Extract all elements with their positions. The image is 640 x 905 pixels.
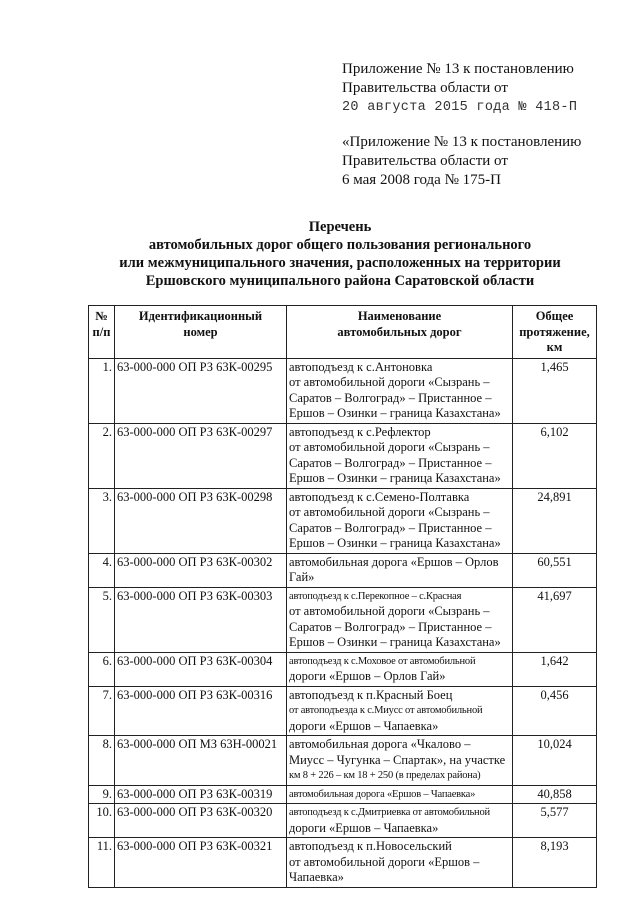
header-length-line: км <box>546 340 563 354</box>
header-name <box>287 306 513 359</box>
road-length: 60,551 <box>513 553 597 587</box>
road-name-line: Ершов – Озинки – граница Казахстана» <box>289 635 501 649</box>
header-id <box>115 306 287 359</box>
road-name-line: Ершов – Озинки – граница Казахстана» <box>289 536 501 550</box>
road-id: 63-000-000 ОП РЗ 63К-00298 <box>115 488 287 553</box>
title-line3: или межмуниципального значения, расположенных на территории <box>119 255 561 271</box>
table-row <box>89 423 597 488</box>
row-number: 10. <box>89 804 115 838</box>
road-name <box>287 804 513 838</box>
road-name-line: Саратов – Волгоград» – Пристанное – <box>289 619 492 634</box>
table-row <box>89 358 597 423</box>
road-id: 63-000-000 ОП РЗ 63К-00321 <box>115 838 287 888</box>
title-line4: Ершовского муниципального района Саратовской области <box>145 273 535 289</box>
road-name <box>287 838 513 888</box>
road-name-line: автоподъезд к с.Антоновка <box>289 359 433 374</box>
road-id: 63-000-000 ОП РЗ 63К-00319 <box>115 785 287 804</box>
row-number: 11. <box>89 838 115 888</box>
row-number: 5. <box>89 587 115 652</box>
road-length: 1,465 <box>513 358 597 423</box>
row-number: 3. <box>89 488 115 553</box>
road-id: 63-000-000 ОП РЗ 63К-00297 <box>115 423 287 488</box>
road-name-line: автомобильная дорога «Ершов – Орлов <box>289 554 499 569</box>
title-line2: автомобильных дорог общего пользования регионального <box>148 237 532 253</box>
road-name-line: Саратов – Волгоград» – Пристанное – <box>289 390 492 405</box>
road-name-line: от автоподъезда к с.Миусс от автомобильной <box>289 705 483 716</box>
row-number: 1. <box>89 358 115 423</box>
header-num <box>89 306 115 359</box>
road-name-line: дороги «Ершов – Чапаевка» <box>289 718 439 733</box>
road-name-line: Миусс – Чугунка – Спартак», на участке <box>289 752 506 767</box>
table-row <box>89 736 597 786</box>
header-num-line: п/п <box>92 324 111 339</box>
road-name <box>287 686 513 736</box>
road-name-line: автомобильная дорога «Чкалово – <box>289 737 471 751</box>
appendix-old-line3: 6 мая 2008 года № 175-П <box>342 172 501 188</box>
header-length-line: Общее <box>535 309 574 323</box>
road-name <box>287 488 513 553</box>
header-id-line: номер <box>183 324 218 339</box>
road-name-line: автоподъезд к п.Красный Боец <box>289 687 453 702</box>
road-name-line: Чапаевка» <box>289 870 344 884</box>
road-name-line: автоподъезд к с.Перекопное – с.Красная <box>289 590 462 602</box>
road-length: 0,456 <box>513 686 597 736</box>
row-number: 2. <box>89 423 115 488</box>
road-name <box>287 553 513 587</box>
table-row <box>89 838 597 888</box>
road-length: 6,102 <box>513 423 597 488</box>
road-name-line: Гай» <box>289 570 315 584</box>
road-id: 63-000-000 ОП РЗ 63К-00302 <box>115 553 287 587</box>
road-length: 5,577 <box>513 804 597 838</box>
header-length <box>513 306 597 359</box>
appendix-new-line1: Приложение № 13 к постановлению <box>342 61 574 77</box>
road-name-line: дороги «Ершов – Орлов Гай» <box>289 669 446 683</box>
road-length: 40,858 <box>513 785 597 804</box>
road-name-line: от автомобильной дороги «Ершов – <box>289 854 480 869</box>
road-name-line: автоподъезд к с.Дмитриевка от автомобильной <box>289 807 490 818</box>
road-name-line: км 8 + 226 – км 18 + 250 (в пределах района) <box>289 770 481 781</box>
appendix-new-block <box>342 60 622 117</box>
road-name-line: дороги «Ершов – Чапаевка» <box>289 820 439 835</box>
row-number: 8. <box>89 736 115 786</box>
road-name-line: автоподъезд к п.Новосельский <box>289 839 452 853</box>
road-name-line: от автомобильной дороги «Сызрань – <box>289 375 490 389</box>
table-row <box>89 686 597 736</box>
road-name-line: Саратов – Волгоград» – Пристанное – <box>289 455 492 470</box>
appendix-new-line2: Правительства области от <box>342 80 508 96</box>
header-name-line: Наименование <box>357 309 442 323</box>
road-id: 63-000-000 ОП РЗ 63К-00304 <box>115 652 287 686</box>
road-name <box>287 736 513 786</box>
road-name-line: Ершов – Озинки – граница Казахстана» <box>289 406 501 420</box>
road-id: 63-000-000 ОП РЗ 63К-00320 <box>115 804 287 838</box>
row-number: 4. <box>89 553 115 587</box>
road-length: 24,891 <box>513 488 597 553</box>
road-id: 63-000-000 ОП РЗ 63К-00295 <box>115 358 287 423</box>
table-header-row <box>89 306 597 359</box>
table-row <box>89 785 597 804</box>
road-name <box>287 587 513 652</box>
road-name-line: автоподъезд к с.Семено-Полтавка <box>289 489 470 504</box>
appendix-new-line3: 20 августа 2015 года № 418-П <box>342 100 578 115</box>
appendix-old-line2: Правительства области от <box>342 153 508 169</box>
roads-table <box>88 305 597 888</box>
road-name <box>287 358 513 423</box>
table-row <box>89 652 597 686</box>
appendix-old-line1: «Приложение № 13 к постановлению <box>342 134 582 150</box>
road-name-line: автомобильная дорога «Ершов – Чапаевка» <box>289 788 476 800</box>
road-id: 63-000-000 ОП РЗ 63К-00303 <box>115 587 287 652</box>
header-num-line: № <box>95 309 108 323</box>
road-name-line: от автомобильной дороги «Сызрань – <box>289 604 490 618</box>
road-name-line: автоподъезд к с.Моховое от автомобильной <box>289 655 476 667</box>
road-name-line: от автомобильной дороги «Сызрань – <box>289 440 490 454</box>
road-name-line: от автомобильной дороги «Сызрань – <box>289 505 490 519</box>
document-title <box>40 218 640 290</box>
road-length: 41,697 <box>513 587 597 652</box>
table-row <box>89 804 597 838</box>
road-name <box>287 423 513 488</box>
road-length: 8,193 <box>513 838 597 888</box>
header-length-line: протяжение, <box>519 324 590 339</box>
table-body <box>89 358 597 887</box>
road-id: 63-000-000 ОП МЗ 63Н-00021 <box>115 736 287 786</box>
road-length: 10,024 <box>513 736 597 786</box>
row-number: 6. <box>89 652 115 686</box>
table-row <box>89 587 597 652</box>
road-name-line: Ершов – Озинки – граница Казахстана» <box>289 471 501 485</box>
table-row <box>89 488 597 553</box>
row-number: 9. <box>89 785 115 804</box>
title-line1: Перечень <box>308 219 372 235</box>
road-name <box>287 652 513 686</box>
table-row <box>89 553 597 587</box>
header-id-line: Идентификационный <box>138 309 263 323</box>
road-length: 1,642 <box>513 652 597 686</box>
appendix-old-block <box>342 133 622 190</box>
road-id: 63-000-000 ОП РЗ 63К-00316 <box>115 686 287 736</box>
road-name-line: Саратов – Волгоград» – Пристанное – <box>289 520 492 535</box>
row-number: 7. <box>89 686 115 736</box>
road-name <box>287 785 513 804</box>
road-name-line: автоподъезд к с.Рефлектор <box>289 424 431 439</box>
header-name-line: автомобильных дорог <box>337 324 462 339</box>
